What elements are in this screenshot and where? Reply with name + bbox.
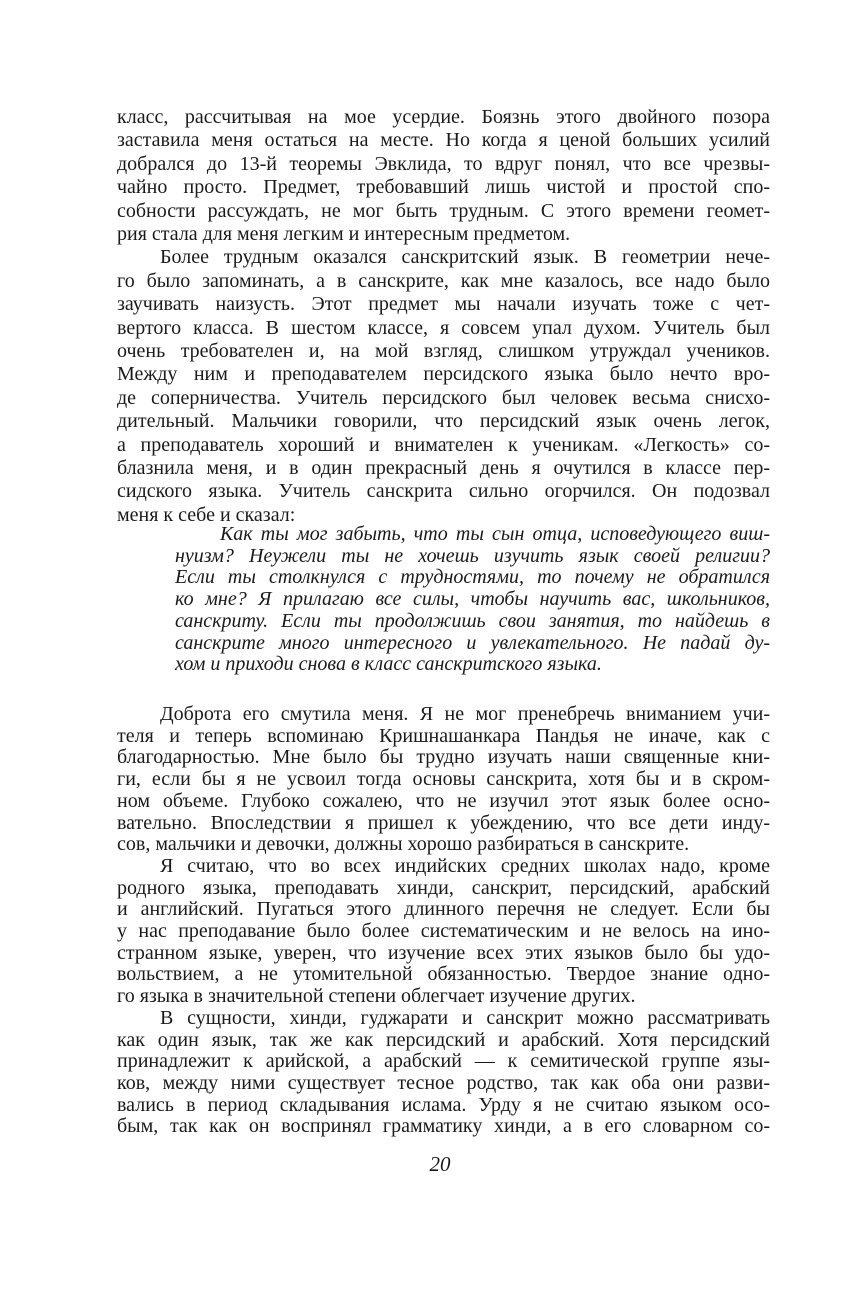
text-line: а преподаватель хороший и внимателен к ученикам. «Легкость» со- (117, 433, 770, 456)
text-line: В сущности, хинди, гуджарати и санскрит можно рассматривать (160, 1006, 770, 1029)
text-line: ко мне? Я прилагаю все силы, чтобы научить вас, школьников, (175, 588, 770, 611)
text-line: ном объеме. Глубоко сожалею, что не изучил этот язык более осно- (117, 789, 770, 812)
text-line: бым, так как он воспринял грамматику хинди, а в его словарном со- (117, 1115, 770, 1138)
text-line: го языка в значительной степени облегчает изучение других. (117, 985, 636, 1008)
text-line: санскрите много интересного и увлекательного. Не падай ду- (175, 631, 770, 654)
text-line: нуизм? Неужели ты не хочешь изучить язык своей религии? (175, 544, 770, 567)
text-line: Доброта его смутила меня. Я не мог пренебречь вниманием учи- (160, 703, 770, 725)
text-line: ги, если бы я не усвоил тогда основы санскрита, хотя бы и в скром- (117, 768, 770, 791)
text-line: вательно. Впоследствии я пришел к убеждению, что все дети инду- (117, 811, 770, 834)
text-line: вольствием, а не утомительной обязанностью. Твердое знание одно- (117, 963, 770, 986)
text-line: ков, между ними существует тесное родство, так как оба они разви- (117, 1071, 770, 1094)
text-line: благодарностью. Мне было бы трудно изучать наши священные кни- (117, 746, 770, 769)
text-line: очень требователен и, на мой взгляд, слишком утруждал учеников. (117, 340, 770, 362)
text-line: класс, рассчитывая на мое усердие. Боязнь этого двойного позора (117, 106, 770, 128)
text-line: сов, мальчики и девочки, должны хорошо разбираться в санскрите. (117, 833, 690, 856)
text-line: добрался до 13-й теоремы Эвклида, то вдруг понял, что все чрезвы- (117, 152, 770, 175)
text-line: заставила меня остаться на месте. Но когда я ценой больших усилий (117, 129, 770, 152)
text-line: как один язык, так же как персидский и арабский. Хотя персидский (117, 1028, 770, 1051)
text-line: странном языке, уверен, что изучение всех этих языков было бы удо- (117, 941, 770, 964)
text-line: санскриту. Если ты продолжишь свои занятия, то найдешь в (175, 609, 770, 632)
text-line: Как ты мог забыть, что ты сын отца, исповедующего виш- (220, 523, 770, 545)
text-line: блазнила меня, и в один прекрасный день я очутился в классе пер- (117, 457, 770, 479)
text-line: рия стала для меня легким и интересным предметом. (117, 223, 571, 245)
text-line: Я считаю, что во всех индийских средних школах надо, кроме (160, 854, 770, 877)
text-line: у нас преподавание было более систематическим и не велось на ино- (117, 920, 770, 942)
text-line: теля и теперь вспоминаю Кришнашанкара Пандья не иначе, как с (117, 724, 770, 747)
text-line: Если ты столкнулся с трудностями, то почему не обратился (175, 566, 770, 589)
text-line: де соперничества. Учитель персидского был человек весьма снисхо- (117, 386, 770, 409)
text-line: вертого класса. В шестом классе, я совсем упал духом. Учитель был (117, 316, 770, 339)
text-line: Более трудным оказался санскритский язык. В геометрии нече- (160, 246, 770, 269)
text-line: дительный. Мальчики говорили, что персидский язык очень легок, (117, 410, 770, 433)
text-line: заучивать наизусть. Этот предмет мы начали изучать тоже с чет- (117, 293, 770, 316)
text-line: го было запоминать, а в санскрите, как мне казалось, все надо было (117, 269, 770, 292)
text-line: чайно просто. Предмет, требовавший лишь чистой и простой спо- (117, 176, 770, 199)
text-line: хом и приходи снова в класс санскритского языка. (175, 653, 602, 676)
text-line: сидского языка. Учитель санскрита сильно огорчился. Он подозвал (117, 480, 770, 503)
text-line: родного языка, преподавать хинди, санскрит, персидский, арабский (117, 876, 770, 899)
text-line: собности рассуждать, не мог быть трудным. С этого времени геомет- (117, 199, 770, 222)
text-line: вались в период складывания ислама. Урду я не считаю языком осо- (117, 1093, 770, 1116)
page-number: 20 (429, 1152, 451, 1176)
text-line: и английский. Пугаться этого длинного перечня не следует. Если бы (117, 898, 770, 921)
text-line: меня к себе и сказал: (117, 503, 296, 526)
text-line: принадлежит к арийской, а арабский — к семитической группе язы- (117, 1050, 770, 1073)
text-line: Между ним и преподавателем персидского языка было нечто вро- (117, 363, 770, 386)
